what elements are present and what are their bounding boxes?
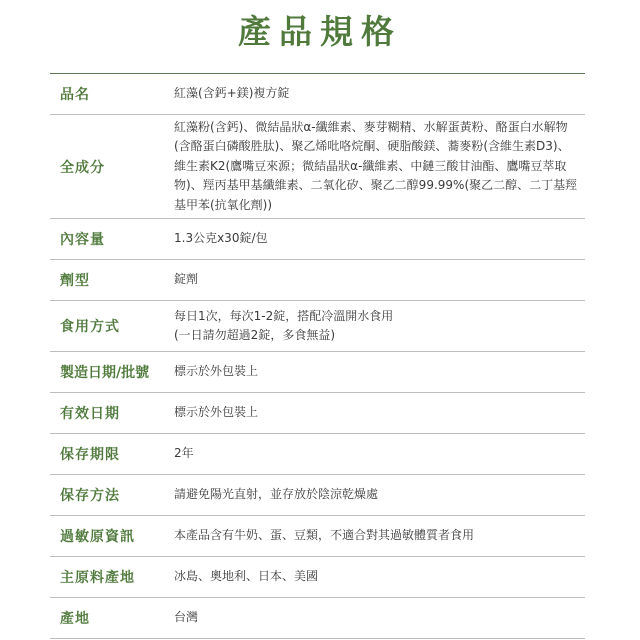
spec-value: 紅藻粉(含鈣)、微結晶狀α-纖維素、麥芽糊精、水解蛋黃粉、酪蛋白水解物(含酪蛋白磷酸胜肽)、聚乙烯吡咯烷酮、硬脂酸鎂、蕎麥粉(含維生素D3)、維生素K2(鷹嘴豆來源；微結晶狀α-纖維素、中鏈三酸甘油酯、鷹嘴豆萃取物)、羥丙基甲基纖維素、二氧化矽、聚乙二醇99.99%(聚乙二醇、二丁基羥基甲苯(抗氧化劑)) bbox=[174, 119, 578, 212]
spec-label: 保存方法 bbox=[60, 488, 120, 504]
spec-label: 品名 bbox=[60, 87, 90, 103]
spec-row-usage bbox=[50, 301, 585, 352]
spec-row-storage bbox=[50, 475, 585, 516]
spec-value: 每日1次，每次1-2錠，搭配冷溫開水食用 (一日請勿超過2錠，多食無益) bbox=[174, 308, 394, 342]
spec-label: 食用方式 bbox=[60, 319, 120, 335]
spec-row-origin bbox=[50, 598, 585, 639]
spec-value: 台灣 bbox=[174, 610, 199, 625]
spec-label: 內容量 bbox=[60, 232, 105, 248]
spec-row-product-name bbox=[50, 74, 585, 115]
spec-label: 過敏原資訊 bbox=[60, 529, 135, 545]
spec-label: 全成分 bbox=[60, 159, 105, 176]
spec-value: 請避免陽光直射，並存放於陰涼乾燥處 bbox=[174, 487, 379, 502]
spec-value: 冰島、奧地利、日本、美國 bbox=[174, 569, 319, 584]
spec-label: 劑型 bbox=[60, 273, 90, 289]
spec-value: 標示於外包裝上 bbox=[174, 364, 259, 379]
spec-value: 2年 bbox=[174, 446, 194, 461]
spec-value: 本產品含有牛奶、蛋、豆類，不適合對其過敏體質者食用 bbox=[174, 528, 475, 543]
spec-value: 紅藻(含鈣+鎂)複方錠 bbox=[174, 86, 290, 101]
spec-table bbox=[50, 73, 585, 639]
spec-row-shelf-life bbox=[50, 434, 585, 475]
spec-label: 保存期限 bbox=[60, 447, 120, 463]
spec-label: 有效日期 bbox=[60, 406, 120, 422]
spec-label: 主原料產地 bbox=[60, 570, 135, 586]
spec-row-material-origin bbox=[50, 557, 585, 598]
spec-label: 製造日期/批號 bbox=[60, 365, 150, 381]
spec-value: 標示於外包裝上 bbox=[174, 405, 259, 420]
spec-row-content bbox=[50, 219, 585, 260]
spec-value: 錠劑 bbox=[174, 272, 199, 287]
spec-value: 1.3公克x30錠/包 bbox=[174, 231, 268, 246]
spec-row-ingredients bbox=[50, 115, 585, 219]
spec-label: 產地 bbox=[60, 611, 90, 627]
spec-row-expiry bbox=[50, 393, 585, 434]
spec-row-mfg-date bbox=[50, 352, 585, 393]
spec-row-allergen bbox=[50, 516, 585, 557]
spec-row-dosage-form bbox=[50, 260, 585, 301]
page-title: 產品規格 bbox=[238, 12, 402, 51]
